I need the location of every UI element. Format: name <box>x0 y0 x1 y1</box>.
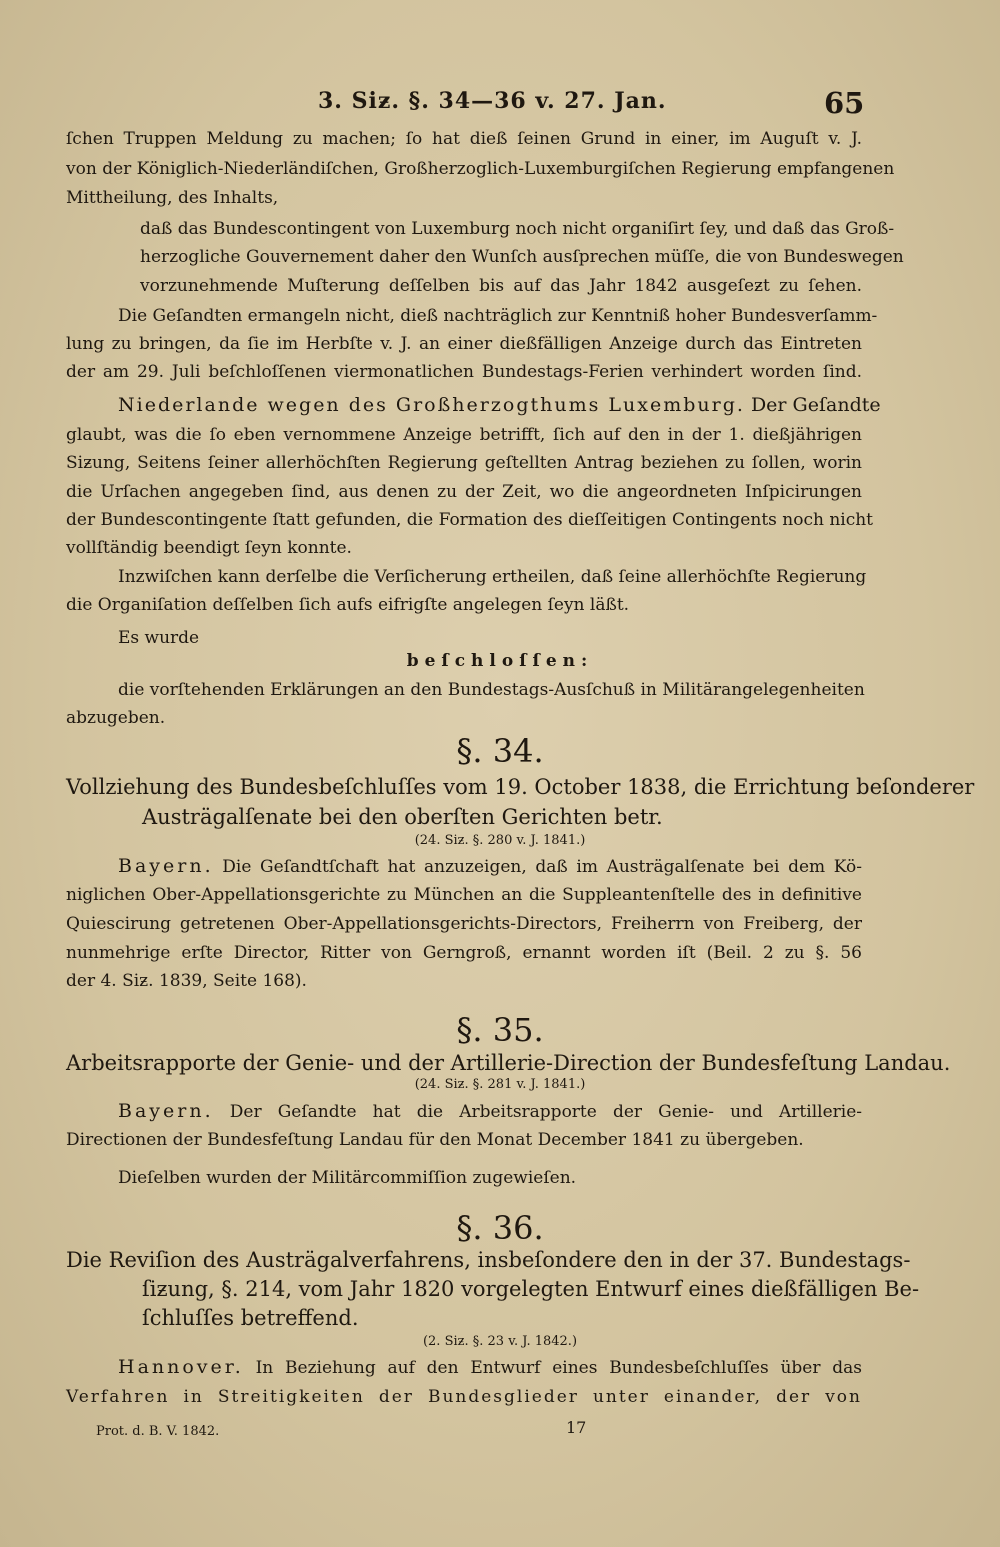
section-title: Die Reviſion des Austrägalverfahrens, insbeſondere den in der 37. Bundestags- <box>66 1248 911 1272</box>
quote-line: vorzunehmende Muſterung deſſelben bis auf das Jahr 1842 ausgeſeƶt zu ſehen. <box>140 276 862 296</box>
body-line: lung zu bringen, da ſie im Herbſte v. J. an einer dießfälligen Anzeige durch das Eintreten <box>66 334 862 354</box>
body-line: Siƶung, Seitens ſeiner allerhöchſten Regierung geſtellten Antrag beziehen zu ſollen, worin <box>66 453 862 473</box>
paragraph-lead: Bayern. <box>118 855 214 877</box>
page-number: 65 <box>824 86 865 120</box>
quote-line: herzogliche Gouvernement daher den Wunſch ausſprechen müſſe, die von Bundeswegen <box>140 247 904 267</box>
body-line: die Urſachen angegeben ſind, aus denen zu der Zeit, wo die angeordneten Inſpicirungen <box>66 482 862 502</box>
body-line: abzugeben. <box>66 708 166 728</box>
section-title: Arbeitsrapporte der Genie- und der Artillerie-Direction der Bundesfeſtung Landau. <box>66 1051 951 1075</box>
quote-line: daß das Bundescontingent von Luxemburg noch nicht organiſirt ſey, und daß das Groß- <box>140 219 895 239</box>
body-line: niglichen Ober-Appellationsgerichte zu München an die Suppleantenſtelle des in definitive <box>66 885 862 905</box>
section-number: §. 35. <box>456 1011 544 1049</box>
resolution-keyword: beſchloſſen: <box>406 651 594 671</box>
paragraph-lead-rest: In Beziehung auf den Entwurf eines Bundesbeſchluſſes über das <box>255 1358 862 1378</box>
body-line: Die Geſandten ermangeln nicht, dieß nachträglich zur Kenntniß hoher Bundesverſamm- <box>118 306 878 326</box>
body-line: der Bundescontingente ſtatt gefunden, die Formation des dieſſeitigen Contingents noch nicht <box>66 510 874 530</box>
body-line: Inzwiſchen kann derſelbe die Verſicherung ertheilen, daß ſeine allerhöchſte Regierung <box>118 567 867 587</box>
section-number: §. 34. <box>456 732 544 770</box>
sheet-signature: 17 <box>566 1418 587 1437</box>
body-line: der am 29. Juli beſchloſſenen viermonatlichen Bundestags-Ferien verhindert worden ſind. <box>66 362 862 382</box>
body-line: Es wurde <box>118 628 200 648</box>
footer-signature-mark: Prot. d. B. V. 1842. <box>96 1424 220 1439</box>
body-line: der 4. Siƶ. 1839, Seite 168). <box>66 971 307 991</box>
body-line: die Organiſation deſſelben ſich aufs eifrigſte angelegen ſeyn läßt. <box>66 595 630 615</box>
section-reference: (24. Siƶ. §. 280 v. J. 1841.) <box>414 833 586 848</box>
section-title: Austrägalſenate bei den oberſten Gerichten betr. <box>142 805 663 829</box>
paragraph-lead-rest: Der Geſandte <box>750 394 881 416</box>
body-line: ſchen Truppen Meldung zu machen; ſo hat dieß ſeinen Grund in einer, im Auguſt v. J. <box>66 129 862 149</box>
body-line: die vorſtehenden Erklärungen an den Bundestags-Ausſchuß in Militärangelegenheiten <box>118 680 865 700</box>
body-line <box>118 1356 862 1379</box>
paragraph-lead: Niederlande wegen des Großherzogthums Luxemburg. <box>118 394 745 416</box>
paragraph-lead-rest: Die Geſandtſchaft hat anzuzeigen, daß im Austrägalſenate bei dem Kö- <box>222 857 862 877</box>
body-line: nunmehrige erſte Director, Ritter von Gerngroß, ernannt worden iſt (Beil. 2 zu §. 56 <box>66 943 862 963</box>
body-line: Verfahren in Streitigkeiten der Bundesglieder unter einander, der von <box>66 1387 862 1407</box>
body-line <box>118 1100 862 1123</box>
body-line <box>118 394 881 416</box>
paragraph-lead: Bayern. <box>118 1100 214 1122</box>
body-line <box>118 855 862 878</box>
body-line: glaubt, was die ſo eben vernommene Anzeige betrifft, ſich auf den in der 1. dießjährigen <box>66 425 862 445</box>
section-reference: (24. Siƶ. §. 281 v. J. 1841.) <box>414 1077 586 1092</box>
body-line: Directionen der Bundesfeſtung Landau für den Monat December 1841 zu übergeben. <box>66 1130 804 1150</box>
section-title: ſiƶung, §. 214, vom Jahr 1820 vorgelegten Entwurf eines dießfälligen Be- <box>142 1277 920 1301</box>
section-number: §. 36. <box>456 1209 544 1247</box>
section-reference: (2. Siƶ. §. 23 v. J. 1842.) <box>422 1334 578 1349</box>
paragraph-lead: Hannover. <box>118 1356 244 1378</box>
section-title: ſchluſſes betreffend. <box>142 1306 359 1330</box>
running-head: 3. Siƶ. §. 34—36 v. 27. Jan. <box>318 88 667 114</box>
body-line: vollſtändig beendigt ſeyn konnte. <box>66 538 352 558</box>
page-header <box>0 86 1000 126</box>
body-line: Dieſelben wurden der Militärcommiſſion zugewieſen. <box>118 1168 577 1188</box>
paragraph-lead-rest: Der Geſandte hat die Arbeitsrapporte der Genie- und Artillerie- <box>229 1102 862 1122</box>
body-line: von der Königlich-Niederländiſchen, Großherzoglich-Luxemburgiſchen Regierung empfangenen <box>66 159 895 179</box>
section-title: Vollziehung des Bundesbeſchluſſes vom 19. October 1838, die Errichtung beſonderer <box>66 775 975 799</box>
body-line: Mittheilung, des Inhalts, <box>66 188 279 208</box>
body-line: Quiescirung getretenen Ober-Appellationsgerichts-Directors, Freiherrn von Freiberg, der <box>66 914 862 934</box>
